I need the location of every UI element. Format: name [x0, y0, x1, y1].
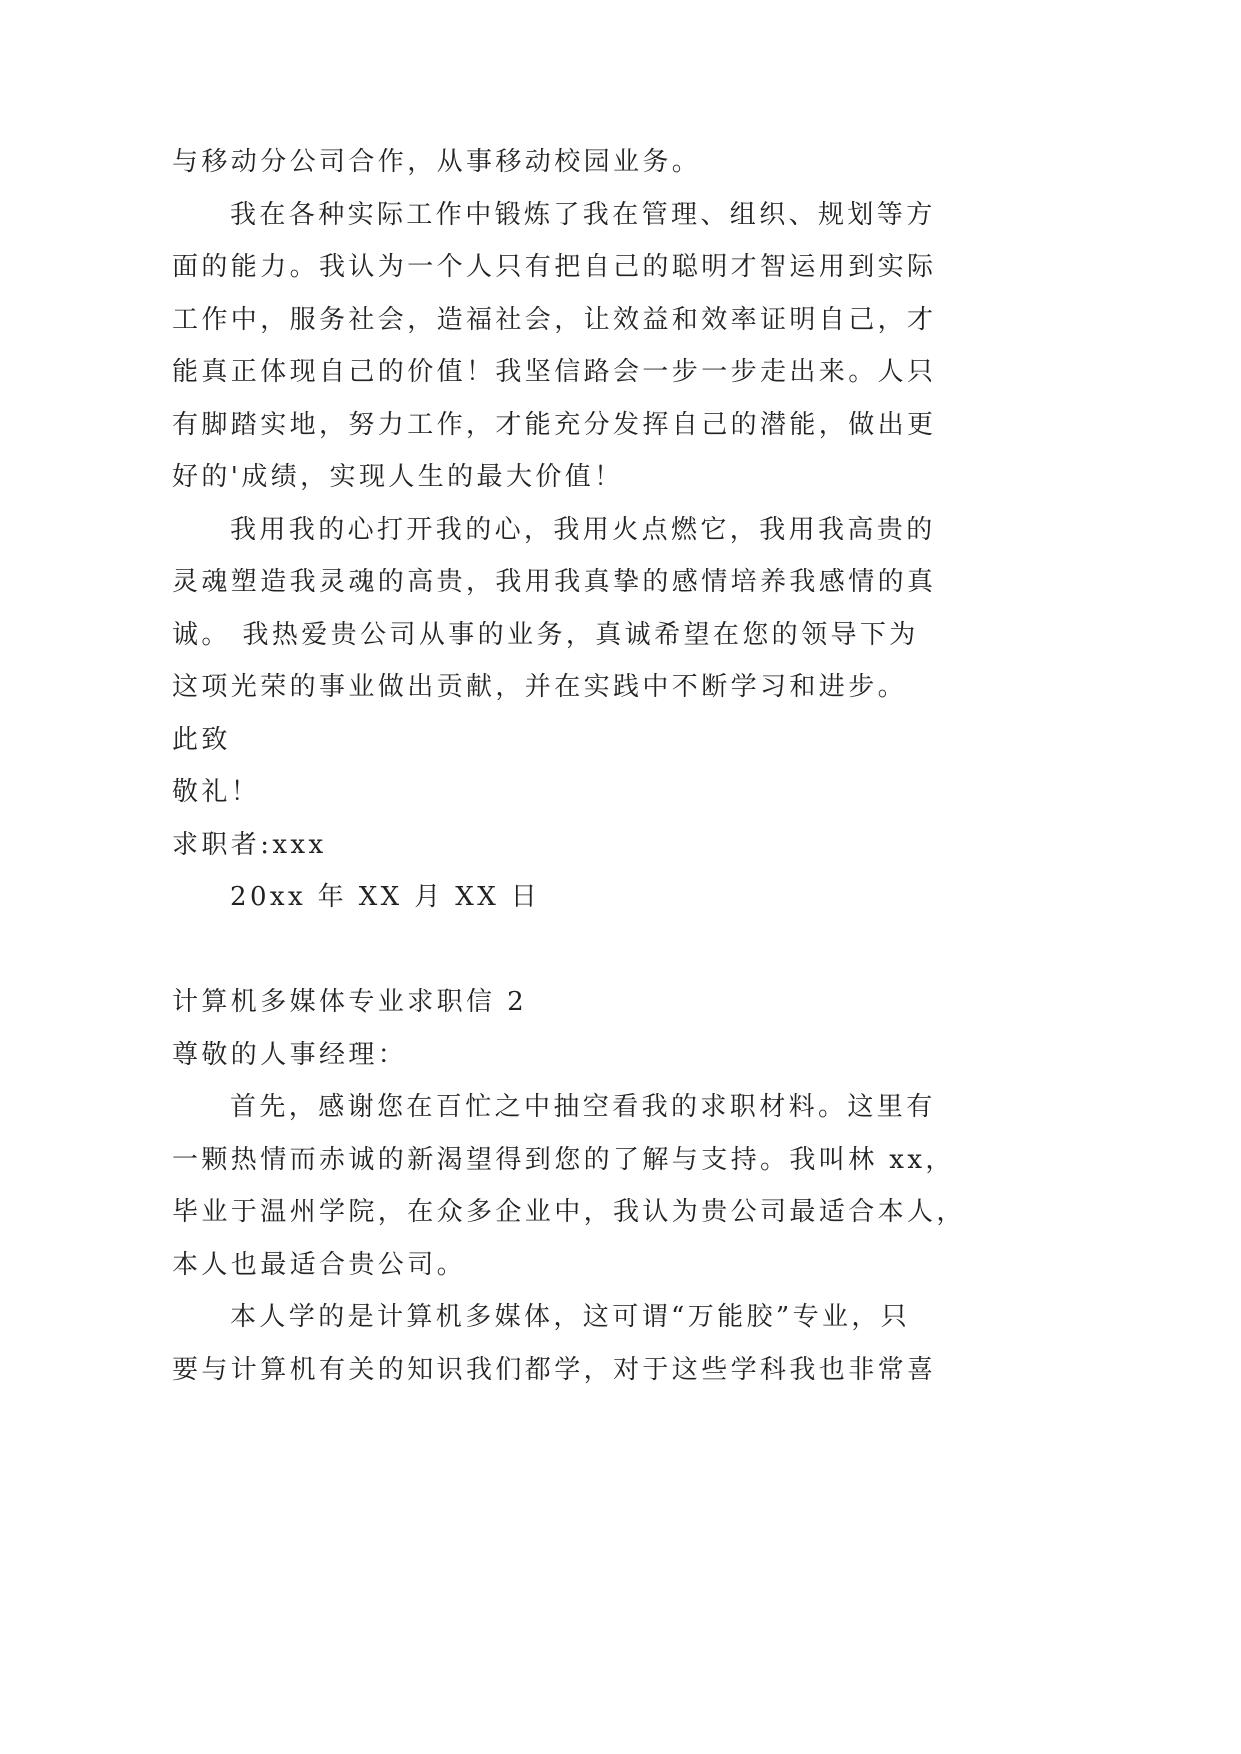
body-line: 灵魂塑造我灵魂的高贵，我用我真挚的感情培养我感情的真: [172, 567, 937, 597]
body-line: 面的能力。我认为一个人只有把自己的聪明才智运用到实际: [172, 252, 937, 282]
body-line: 好的'成绩，实现人生的最大价值！: [172, 462, 624, 492]
letter-title: 计算机多媒体专业求职信 2: [172, 987, 528, 1017]
body-line: 一颗热情而赤诚的新渴望得到您的了解与支持。我叫林 xx，: [172, 1144, 955, 1175]
closing-line-1: 此致: [172, 724, 231, 755]
letter-2: [172, 976, 972, 1396]
body-line: 本人也最适合贵公司。: [172, 1249, 467, 1280]
body-line: 工作中，服务社会，造福社会，让效益和效率证明自己，才: [172, 304, 937, 335]
signature: 求职者:xxx: [172, 829, 327, 860]
document-page: [172, 136, 972, 1396]
body-line: 要与计算机有关的知识我们都学，对于这些学科我也非常喜: [172, 1354, 937, 1385]
body-line: 诚。 我热爱贵公司从事的业务，真诚希望在您的领导下为: [172, 619, 919, 650]
body-line: 毕业于温州学院，在众多企业中，我认为贵公司最适合本人，: [172, 1197, 966, 1227]
body-line: 我在各种实际工作中锻炼了我在管理、组织、规划等方: [230, 199, 936, 230]
body-line: 我用我的心打开我的心，我用火点燃它，我用我高贵的: [230, 514, 936, 545]
body-line: 能真正体现自己的价值！我坚信路会一步一步走出来。人只: [172, 357, 937, 387]
blank-line: [172, 924, 972, 977]
body-line: 首先，感谢您在百忙之中抽空看我的求职材料。这里有: [230, 1092, 936, 1122]
body-line: 这项光荣的事业做出贡献，并在实践中不断学习和进步。: [172, 672, 908, 702]
letter-1: [172, 136, 972, 924]
closing-line-2: 敬礼！: [172, 777, 261, 807]
date-line: 20xx 年 XX 月 XX 日: [230, 882, 541, 912]
body-line: 与移动分公司合作，从事移动校园业务。: [172, 147, 702, 177]
body-line: 本人学的是计算机多媒体，这可谓“万能胶”专业，只: [230, 1302, 911, 1332]
body-line: 有脚踏实地，努力工作，才能充分发挥自己的潜能，做出更: [172, 409, 937, 440]
salutation: 尊敬的人事经理：: [172, 1039, 408, 1070]
